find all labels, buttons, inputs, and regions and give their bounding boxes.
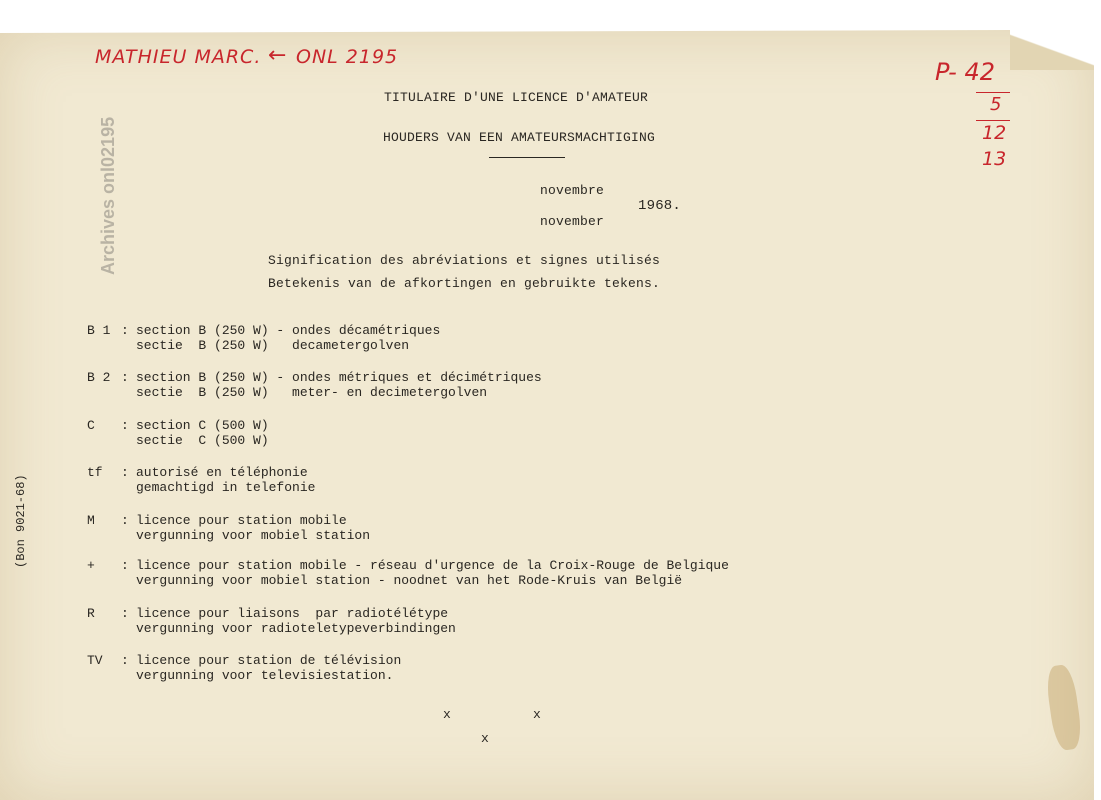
handwritten-name: MATHIEU MARC. xyxy=(95,46,262,68)
entry-dutch: sectie B (250 W) meter- en decimetergolven xyxy=(136,385,488,400)
handwritten-arrow: ← xyxy=(268,43,287,68)
handwritten-number-5: 5 xyxy=(990,94,1002,115)
bon-reference: (Bon 9021-68) xyxy=(14,474,28,568)
handwritten-callsign: ONL 2195 xyxy=(296,46,399,68)
legend-title-french: Signification des abréviations et signes utilisés xyxy=(268,253,661,268)
entry-french: autorisé en téléphonie xyxy=(136,465,308,480)
legend-title-dutch: Betekenis van de afkortingen en gebruikte tekens. xyxy=(268,276,661,291)
title-underline xyxy=(489,157,565,158)
entry-code: TV xyxy=(87,653,103,668)
entry-dutch: vergunning voor televisiestation. xyxy=(136,668,394,683)
entry-colon: : xyxy=(121,465,129,480)
entry-dutch: vergunning voor mobiel station - noodnet van het Rode-Kruis van België xyxy=(136,573,683,588)
year: 1968. xyxy=(638,198,682,214)
footer-mark: x xyxy=(481,731,490,746)
entry-french: licence pour station de télévision xyxy=(136,653,402,668)
entry-colon: : xyxy=(121,558,129,573)
entry-french: section B (250 W) - ondes décamétriques xyxy=(136,323,441,338)
entry-code: C xyxy=(87,418,95,433)
entry-french: licence pour liaisons par radiotélétype xyxy=(136,606,449,621)
paper-sheet xyxy=(0,30,1094,800)
footer-mark: x xyxy=(443,707,452,722)
entry-colon: : xyxy=(121,370,129,385)
entry-code: B 1 xyxy=(87,323,111,338)
title-french: TITULAIRE D'UNE LICENCE D'AMATEUR xyxy=(384,90,649,105)
entry-colon: : xyxy=(121,323,129,338)
handwritten-number-12: 12 xyxy=(982,122,1007,144)
folded-corner xyxy=(1010,30,1094,70)
entry-french: licence pour station mobile xyxy=(136,513,347,528)
entry-code: + xyxy=(87,558,95,573)
title-dutch: HOUDERS VAN EEN AMATEURSMACHTIGING xyxy=(383,130,656,145)
entry-french: licence pour station mobile - réseau d'urgence de la Croix-Rouge de Belgique xyxy=(136,558,729,573)
fraction-bar xyxy=(976,120,1010,121)
entry-colon: : xyxy=(121,653,129,668)
entry-code: B 2 xyxy=(87,370,111,385)
handwritten-page-ref: P- 42 xyxy=(935,58,995,86)
entry-dutch: sectie B (250 W) decametergolven xyxy=(136,338,410,353)
entry-colon: : xyxy=(121,513,129,528)
month-french: novembre xyxy=(540,183,605,198)
footer-mark: x xyxy=(533,707,542,722)
entry-dutch: sectie C (500 W) xyxy=(136,433,269,448)
entry-code: tf xyxy=(87,465,103,480)
entry-code: R xyxy=(87,606,95,621)
entry-colon: : xyxy=(121,418,129,433)
entry-dutch: vergunning voor radioteletypeverbindingen xyxy=(136,621,456,636)
entry-french: section C (500 W) xyxy=(136,418,269,433)
month-dutch: november xyxy=(540,214,605,229)
fraction-bar xyxy=(976,92,1010,93)
entry-code: M xyxy=(87,513,95,528)
entry-dutch: vergunning voor mobiel station xyxy=(136,528,371,543)
archive-watermark: Archives onl02195 xyxy=(98,116,118,275)
entry-french: section B (250 W) - ondes métriques et décimétriques xyxy=(136,370,542,385)
handwritten-number-13: 13 xyxy=(982,148,1007,170)
entry-colon: : xyxy=(121,606,129,621)
entry-dutch: gemachtigd in telefonie xyxy=(136,480,316,495)
